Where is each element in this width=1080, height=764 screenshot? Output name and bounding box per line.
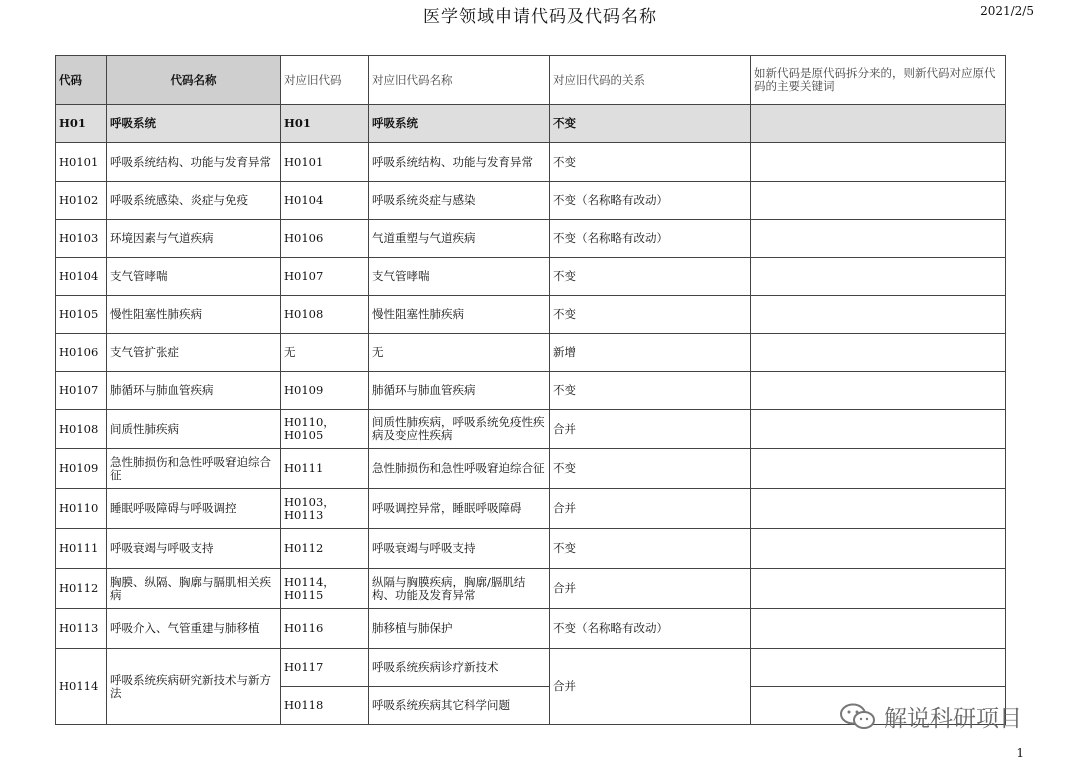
cell-old-name: 无 (369, 334, 550, 372)
document-date: 2021/2/5 (980, 4, 1034, 18)
cell-old-name: 呼吸系统炎症与感染 (369, 182, 550, 220)
cell-old-code: H0103，H0113 (281, 489, 369, 529)
cell-old-code: H0107 (281, 258, 369, 296)
page-number: 1 (1016, 746, 1024, 760)
cell-old-code: H0114，H0115 (281, 569, 369, 609)
cell-keywords (751, 258, 1006, 296)
cell-keywords (751, 143, 1006, 182)
table-row (56, 529, 1006, 569)
cell-old-name: 呼吸系统结构、功能与发育异常 (369, 143, 550, 182)
header-old-code: 对应旧代码 (281, 56, 369, 105)
header-keywords: 如新代码是原代码拆分来的，则新代码对应原代码的主要关键词 (751, 56, 1006, 105)
cell-name: 支气管哮喘 (107, 258, 281, 296)
table-row (56, 410, 1006, 449)
cell-name: 呼吸系统感染、炎症与免疫 (107, 182, 281, 220)
table-row (56, 649, 1006, 687)
cell-relation: 不变 (550, 449, 751, 489)
cell-name: 呼吸介入、气管重建与肺移植 (107, 609, 281, 649)
cell-code: H0102 (56, 182, 107, 220)
cell-name: 睡眠呼吸障碍与呼吸调控 (107, 489, 281, 529)
cell-keywords (751, 609, 1006, 649)
cell-keywords (751, 649, 1006, 687)
cell-relation: 不变（名称略有改动） (550, 220, 751, 258)
cell-old-name: 呼吸衰竭与呼吸支持 (369, 529, 550, 569)
cell-old-code: H0101 (281, 143, 369, 182)
header-relation: 对应旧代码的关系 (550, 56, 751, 105)
cell-name: 急性肺损伤和急性呼吸窘迫综合征 (107, 449, 281, 489)
cell-keywords (751, 489, 1006, 529)
cell-code: H0104 (56, 258, 107, 296)
cell-keywords (751, 410, 1006, 449)
cell-old-code: H0104 (281, 182, 369, 220)
cell-old-code: H0108 (281, 296, 369, 334)
cell-old-code: H01 (281, 105, 369, 143)
code-table (55, 55, 1006, 725)
page-title: 医学领域申请代码及代码名称 (423, 7, 657, 27)
cell-keywords (751, 569, 1006, 609)
table-row (56, 182, 1006, 220)
group-row (56, 105, 1006, 143)
cell-code: H0105 (56, 296, 107, 334)
cell-name: 呼吸系统疾病研究新技术与新方法 (107, 649, 281, 725)
cell-old-code: H0116 (281, 609, 369, 649)
cell-old-name: 肺移植与肺保护 (369, 609, 550, 649)
cell-code: H0113 (56, 609, 107, 649)
cell-relation: 合并 (550, 649, 751, 725)
header-code: 代码 (56, 56, 107, 105)
cell-keywords (751, 529, 1006, 569)
cell-relation: 不变 (550, 258, 751, 296)
cell-old-name: 纵隔与胸膜疾病，胸廓/膈肌结构、功能及发育异常 (369, 569, 550, 609)
cell-code: H0108 (56, 410, 107, 449)
cell-name: 肺循环与肺血管疾病 (107, 372, 281, 410)
table-row (56, 258, 1006, 296)
cell-code: H0114 (56, 649, 107, 725)
watermark (838, 700, 1022, 733)
cell-code: H0110 (56, 489, 107, 529)
cell-name: 呼吸系统结构、功能与发育异常 (107, 143, 281, 182)
cell-code: H0109 (56, 449, 107, 489)
cell-old-name: 肺循环与肺血管疾病 (369, 372, 550, 410)
table-row (56, 143, 1006, 182)
cell-relation: 不变（名称略有改动） (550, 609, 751, 649)
cell-name: 呼吸系统 (107, 105, 281, 143)
cell-old-name: 呼吸系统疾病其它科学问题 (369, 687, 550, 725)
cell-code: H0107 (56, 372, 107, 410)
cell-relation: 不变 (550, 372, 751, 410)
table-row (56, 296, 1006, 334)
header-old-name: 对应旧代码名称 (369, 56, 550, 105)
cell-relation: 不变 (550, 143, 751, 182)
cell-code: H0112 (56, 569, 107, 609)
cell-relation: 新增 (550, 334, 751, 372)
cell-old-code: H0111 (281, 449, 369, 489)
header-name: 代码名称 (107, 56, 281, 105)
cell-relation: 不变（名称略有改动） (550, 182, 751, 220)
cell-keywords (751, 372, 1006, 410)
table-row (56, 220, 1006, 258)
cell-name: 呼吸衰竭与呼吸支持 (107, 529, 281, 569)
cell-code: H01 (56, 105, 107, 143)
cell-old-name: 呼吸系统疾病诊疗新技术 (369, 649, 550, 687)
cell-relation: 不变 (550, 105, 751, 143)
cell-relation: 合并 (550, 569, 751, 609)
cell-old-name: 间质性肺疾病，呼吸系统免疫性疾病及变应性疾病 (369, 410, 550, 449)
cell-keywords (751, 334, 1006, 372)
cell-old-name: 呼吸调控异常，睡眠呼吸障碍 (369, 489, 550, 529)
cell-code: H0106 (56, 334, 107, 372)
cell-old-code: 无 (281, 334, 369, 372)
cell-code: H0103 (56, 220, 107, 258)
table-row (56, 334, 1006, 372)
cell-old-name: 呼吸系统 (369, 105, 550, 143)
table-row (56, 449, 1006, 489)
cell-name: 胸膜、纵隔、胸廓与膈肌相关疾病 (107, 569, 281, 609)
cell-old-name: 气道重塑与气道疾病 (369, 220, 550, 258)
cell-relation: 合并 (550, 489, 751, 529)
cell-code: H0111 (56, 529, 107, 569)
cell-relation: 合并 (550, 410, 751, 449)
cell-old-code: H0112 (281, 529, 369, 569)
cell-keywords (751, 182, 1006, 220)
table-header-row (56, 56, 1006, 105)
table-row (56, 489, 1006, 529)
watermark-text: 解说科研项目 (884, 706, 1022, 732)
cell-name: 间质性肺疾病 (107, 410, 281, 449)
table-row (56, 609, 1006, 649)
table-row (56, 372, 1006, 410)
cell-old-code: H0110，H0105 (281, 410, 369, 449)
cell-keywords (751, 220, 1006, 258)
cell-keywords (751, 449, 1006, 489)
cell-code: H0101 (56, 143, 107, 182)
cell-old-code: H0117 (281, 649, 369, 687)
wechat-icon (838, 702, 878, 732)
cell-relation: 不变 (550, 296, 751, 334)
cell-keywords (751, 105, 1006, 143)
cell-old-code: H0118 (281, 687, 369, 725)
cell-name: 支气管扩张症 (107, 334, 281, 372)
cell-old-code: H0109 (281, 372, 369, 410)
cell-old-name: 支气管哮喘 (369, 258, 550, 296)
table-row (56, 569, 1006, 609)
cell-name: 环境因素与气道疾病 (107, 220, 281, 258)
cell-old-code: H0106 (281, 220, 369, 258)
cell-keywords (751, 296, 1006, 334)
cell-old-name: 慢性阻塞性肺疾病 (369, 296, 550, 334)
cell-name: 慢性阻塞性肺疾病 (107, 296, 281, 334)
cell-old-name: 急性肺损伤和急性呼吸窘迫综合征 (369, 449, 550, 489)
cell-relation: 不变 (550, 529, 751, 569)
